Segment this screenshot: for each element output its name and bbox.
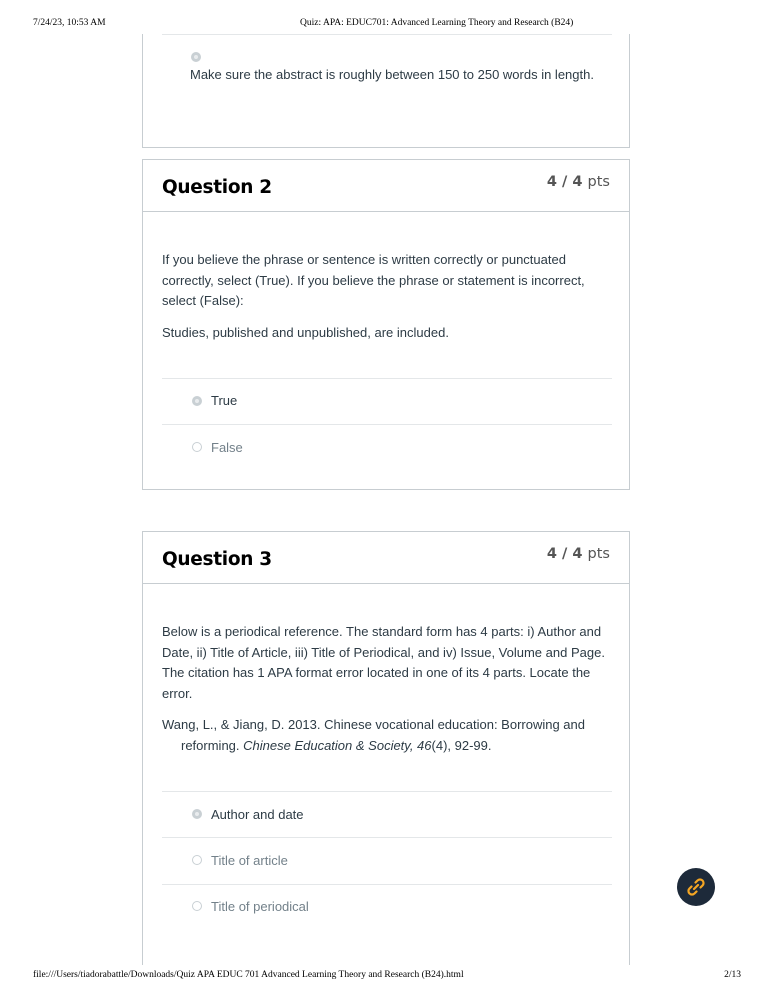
answer-author-and-date[interactable]: Author and date (211, 807, 304, 822)
question-statement: Studies, published and unpublished, are included. (162, 325, 449, 340)
selected-radio-icon[interactable] (192, 396, 202, 406)
answer-divider (162, 791, 612, 792)
score-value: 4 / 4 (546, 546, 583, 562)
question-score (547, 546, 610, 562)
unselected-radio-icon[interactable] (192, 901, 202, 911)
question-prompt: If you believe the phrase or sentence is written correctly or punctuated correctly, select (True). If you believe the phrase or statement is incorrect, select (False): (162, 252, 585, 308)
citation-journal: Chinese Education & Society, 46 (243, 737, 432, 753)
question-score (547, 174, 610, 190)
question-1-card-tail (142, 34, 630, 148)
answer-divider (162, 884, 612, 885)
answer-title-of-article[interactable]: Title of article (211, 853, 288, 868)
answer-true[interactable]: True (211, 393, 238, 408)
unselected-radio-icon[interactable] (192, 855, 202, 865)
print-page-number: 2/13 (724, 970, 741, 980)
floating-link-button[interactable] (677, 868, 715, 906)
citation-line-1: Wang, L., & Jiang, D. 2013. Chinese vocational education: Borrowing and (162, 717, 585, 732)
answer-title-of-periodical[interactable]: Title of periodical (211, 899, 309, 914)
question-title: Question 3 (162, 549, 272, 570)
citation-continuation: reforming. (181, 737, 244, 753)
question-header (143, 532, 629, 584)
question-header (143, 160, 629, 212)
answer-divider (162, 378, 612, 379)
question-title: Question 2 (162, 177, 272, 198)
print-footer (0, 970, 773, 984)
citation (162, 715, 614, 756)
print-datetime: 7/24/23, 10:53 AM (33, 18, 106, 28)
citation-end: (4), 92-99. (431, 737, 492, 753)
question-2-card (142, 159, 630, 490)
print-header (0, 18, 773, 32)
score-value: 4 / 4 (546, 174, 583, 190)
print-title: Quiz: APA: EDUC701: Advanced Learning Theory and Research (B24) (300, 18, 574, 28)
answer-false[interactable]: False (211, 440, 243, 455)
citation-line-2 (162, 736, 614, 757)
question-3-card (142, 531, 630, 965)
q1-answer-text: Make sure the abstract is roughly between 150 to 250 words in length. (190, 67, 594, 82)
score-unit: pts (587, 546, 610, 562)
score-unit: pts (587, 174, 610, 190)
question-prompt: Below is a periodical reference. The standard form has 4 parts: i) Author and Date, ii) Title of Article, iii) Title of Periodical, and iv) Issue, Volume and Page. The citation has 1 APA format error located in one of its 4 parts. Locate the error. (162, 624, 605, 701)
print-file-path: file:///Users/tiadorabattle/Downloads/Quiz APA EDUC 701 Advanced Learning Theory and Research (B24).html (33, 970, 464, 980)
selected-radio-icon[interactable] (192, 809, 202, 819)
answer-divider (162, 34, 612, 35)
link-icon (686, 877, 706, 897)
unselected-radio-icon[interactable] (192, 442, 202, 452)
selected-radio-icon[interactable] (191, 52, 201, 62)
answer-divider (162, 837, 612, 838)
answer-divider (162, 424, 612, 425)
